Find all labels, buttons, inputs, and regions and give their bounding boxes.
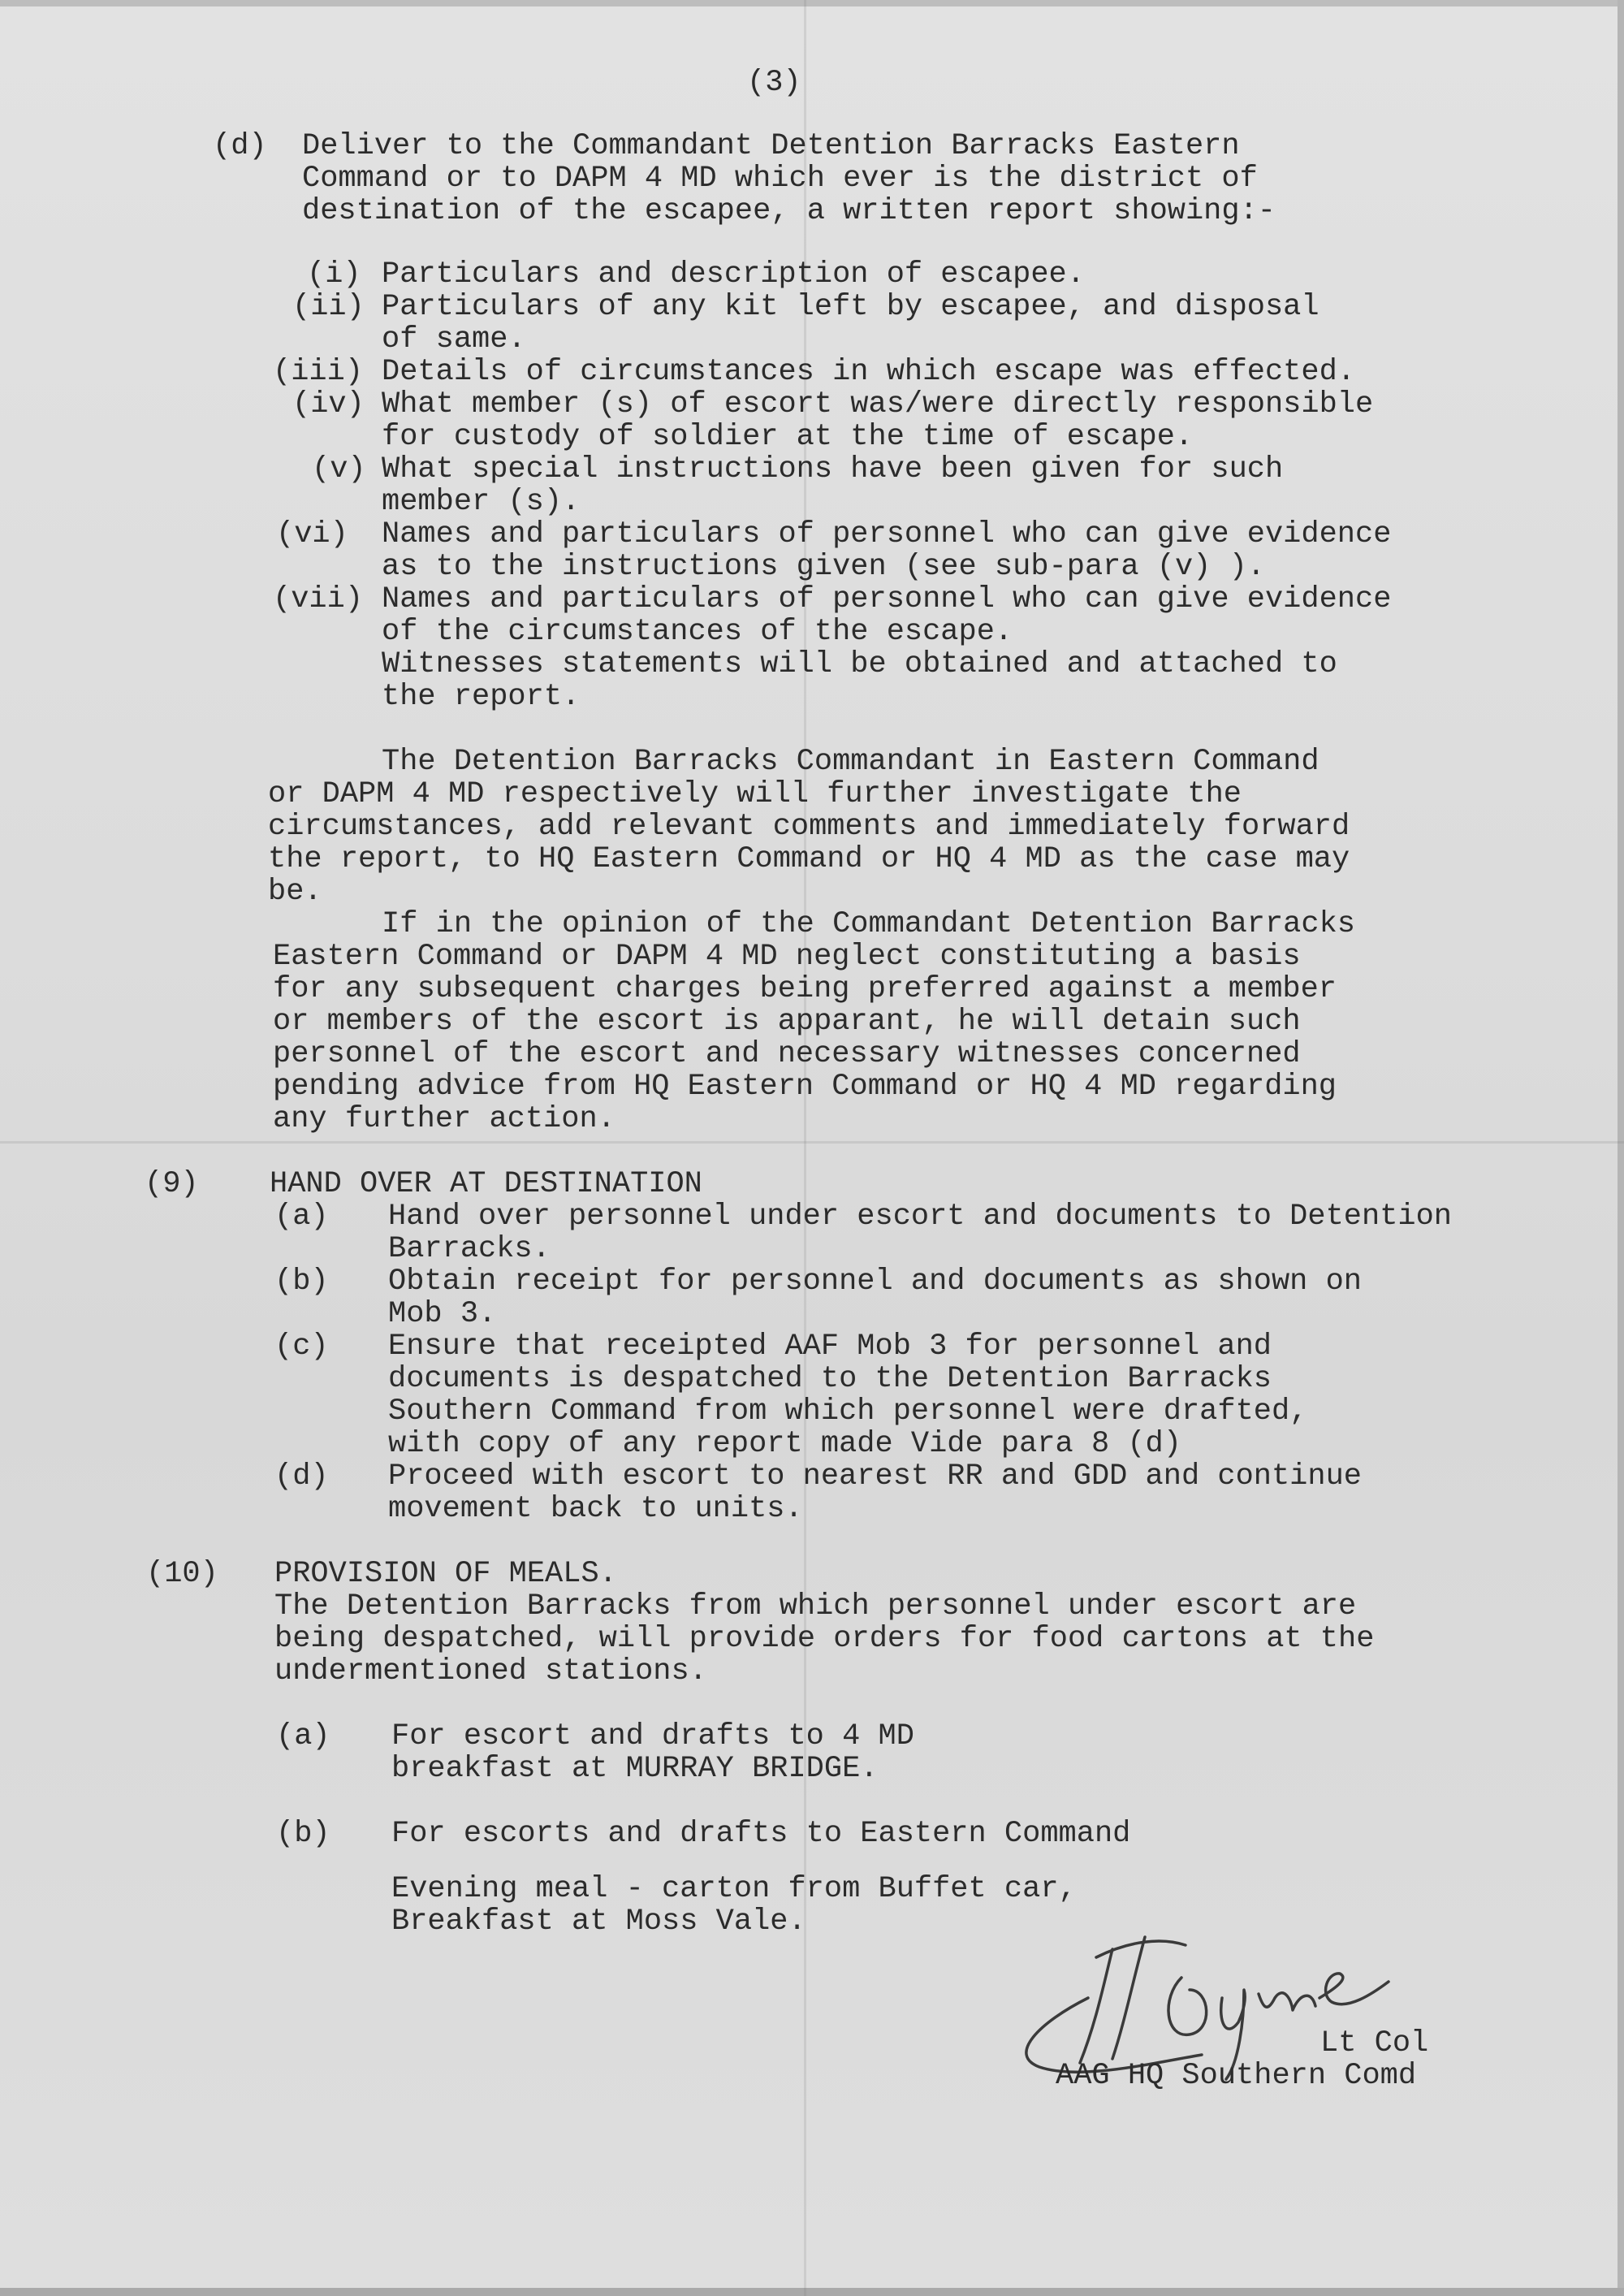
page-edge-bottom bbox=[0, 2288, 1624, 2296]
section-10-item-line: breakfast at MURRAY BRIDGE. bbox=[391, 1752, 879, 1786]
paragraph-1-line: or DAPM 4 MD respectively will further investigate the bbox=[268, 777, 1242, 811]
section-9-number: (9) bbox=[145, 1167, 199, 1201]
paragraph-1-line: be. bbox=[268, 875, 322, 909]
paragraph-1-line: the report, to HQ Eastern Command or HQ 4 MD as the case may bbox=[268, 842, 1350, 876]
section-d-line-1: Deliver to the Commandant Detention Barracks Eastern bbox=[302, 129, 1240, 163]
report-item-line: Names and particulars of personnel who can give evidence bbox=[382, 582, 1392, 616]
paragraph-2-line: pending advice from HQ Eastern Command or HQ 4 MD regarding bbox=[273, 1070, 1337, 1104]
report-item-line: member (s). bbox=[382, 485, 581, 519]
section-10-number: (10) bbox=[146, 1557, 218, 1591]
section-10-b-detail-line: Breakfast at Moss Vale. bbox=[391, 1905, 806, 1939]
report-item-line: Names and particulars of personnel who can give evidence bbox=[382, 517, 1392, 551]
section-9-item-line: with copy of any report made Vide para 8 (d) bbox=[388, 1427, 1181, 1461]
paragraph-2-line: for any subsequent charges being preferred against a member bbox=[273, 972, 1337, 1006]
paper-fold-horizontal bbox=[0, 1141, 1624, 1144]
report-item-line: the report. bbox=[382, 680, 581, 714]
section-9-item-line: Obtain receipt for personnel and documents as shown on bbox=[388, 1265, 1362, 1299]
report-item-line: What member (s) of escort was/were directly responsible bbox=[382, 387, 1374, 422]
section-9-item-line: Hand over personnel under escort and documents to Detention bbox=[388, 1200, 1453, 1234]
paragraph-2-line: any further action. bbox=[273, 1102, 615, 1136]
section-10-intro-line: undermentioned stations. bbox=[274, 1654, 707, 1688]
section-9-item-label: (b) bbox=[274, 1265, 329, 1299]
section-10-item-label: (b) bbox=[276, 1817, 330, 1851]
section-9-item-line: Southern Command from which personnel were drafted, bbox=[388, 1394, 1308, 1429]
section-9-item-label: (d) bbox=[274, 1459, 329, 1494]
paragraph-1-line: The Detention Barracks Commandant in Eastern Command bbox=[382, 745, 1320, 779]
section-10-heading: PROVISION OF MEALS. bbox=[274, 1557, 617, 1591]
report-item-line: Witnesses statements will be obtained and attached to bbox=[382, 647, 1337, 681]
section-9-heading: HAND OVER AT DESTINATION bbox=[270, 1167, 702, 1201]
section-9-item-line: documents is despatched to the Detention Barracks bbox=[388, 1362, 1272, 1396]
report-item-label: (iv) bbox=[292, 387, 365, 422]
page-edge-top bbox=[0, 0, 1624, 6]
section-9-item-line: movement back to units. bbox=[388, 1492, 803, 1526]
report-item-line: as to the instructions given (see sub-para (v) ). bbox=[382, 550, 1265, 584]
page-edge-right bbox=[1618, 0, 1624, 2296]
report-item-label: (v) bbox=[312, 452, 366, 486]
report-item-line: What special instructions have been given for such bbox=[382, 452, 1284, 486]
section-9-item-line: Mob 3. bbox=[388, 1297, 497, 1331]
report-item-label: (vi) bbox=[276, 517, 348, 551]
report-item-line: of same. bbox=[382, 322, 526, 357]
section-10-intro-line: being despatched, will provide orders for food cartons at the bbox=[274, 1622, 1375, 1656]
section-9-item-label: (a) bbox=[274, 1200, 329, 1234]
report-item-label: (ii) bbox=[292, 290, 365, 324]
report-item-label: (i) bbox=[307, 257, 361, 292]
report-item-label: (vii) bbox=[273, 582, 364, 616]
section-9-item-line: Barracks. bbox=[388, 1232, 551, 1266]
signatory-appointment: AAG HQ Southern Comd bbox=[1056, 2059, 1417, 2093]
section-d-line-3: destination of the escapee, a written report showing:- bbox=[302, 194, 1276, 228]
report-item-line: Details of circumstances in which escape was effected. bbox=[382, 355, 1355, 389]
section-10-item-label: (a) bbox=[276, 1719, 330, 1753]
section-10-item-line: For escorts and drafts to Eastern Command bbox=[391, 1817, 1131, 1851]
paper-fold-vertical bbox=[804, 0, 806, 2296]
paragraph-2-line: If in the opinion of the Commandant Detention Barracks bbox=[382, 907, 1355, 941]
report-item-line: of the circumstances of the escape. bbox=[382, 615, 1013, 649]
section-9-item-label: (c) bbox=[274, 1330, 329, 1364]
page-number: (3) bbox=[747, 66, 801, 100]
section-9-item-line: Ensure that receipted AAF Mob 3 for personnel and bbox=[388, 1330, 1272, 1364]
report-item-line: for custody of soldier at the time of escape. bbox=[382, 420, 1194, 454]
paragraph-2-line: or members of the escort is apparant, he will detain such bbox=[273, 1005, 1301, 1039]
paragraph-2-line: personnel of the escort and necessary witnesses concerned bbox=[273, 1037, 1301, 1071]
section-10-intro-line: The Detention Barracks from which personnel under escort are bbox=[274, 1589, 1357, 1624]
signatory-rank: Lt Col bbox=[1320, 2026, 1429, 2060]
section-9-item-line: Proceed with escort to nearest RR and GDD and continue bbox=[388, 1459, 1362, 1494]
report-item-line: Particulars of any kit left by escapee, and disposal bbox=[382, 290, 1320, 324]
section-10-b-detail-line: Evening meal - carton from Buffet car, bbox=[391, 1872, 1077, 1906]
section-10-item-line: For escort and drafts to 4 MD bbox=[391, 1719, 914, 1753]
report-item-line: Particulars and description of escapee. bbox=[382, 257, 1085, 292]
section-d-label: (d) bbox=[213, 129, 267, 163]
report-item-label: (iii) bbox=[273, 355, 364, 389]
section-d-line-2: Command or to DAPM 4 MD which ever is the district of bbox=[302, 162, 1258, 196]
paragraph-2-line: Eastern Command or DAPM 4 MD neglect constituting a basis bbox=[273, 940, 1301, 974]
paragraph-1-line: circumstances, add relevant comments and immediately forward bbox=[268, 810, 1350, 844]
